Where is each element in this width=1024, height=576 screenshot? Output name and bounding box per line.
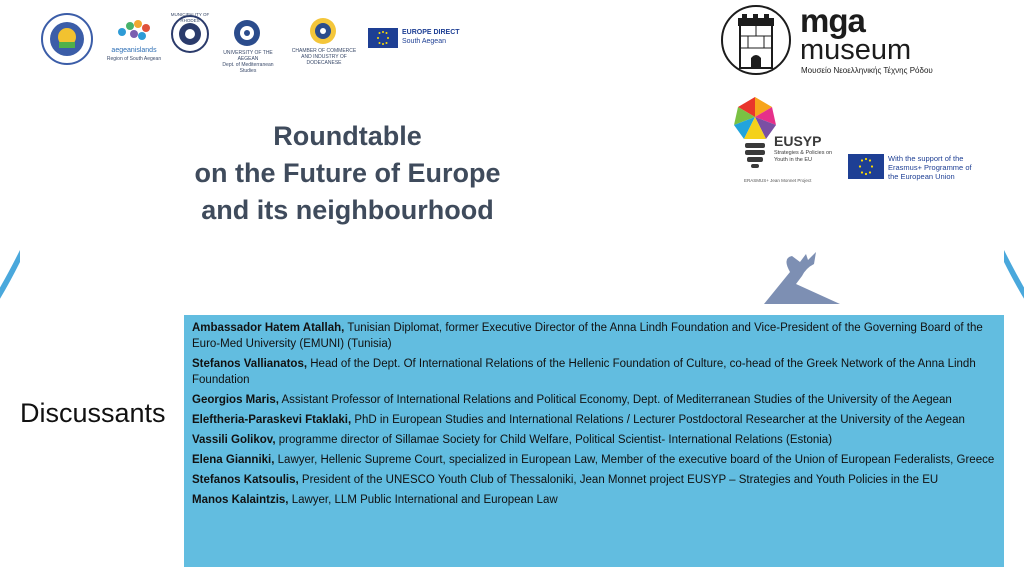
discussant-entry (192, 452, 996, 468)
eusyp-name: EUSYP (774, 133, 822, 149)
discussant-description: President of the UNESCO Youth Club of Thessaloniki, Jean Monnet project EUSYP – Strategies and Youth Policies in the EU (298, 474, 939, 486)
tower-icon (720, 4, 792, 76)
europe-direct-text (402, 28, 460, 46)
mga-name: mga (800, 2, 865, 39)
discussant-description: Assistant Professor of International Relations and Political Economy, Dept. of Mediterranean Studies of the University of the Aegean (278, 394, 952, 406)
discussant-description: PhD in European Studies and International Relations / Lecturer Postdoctoral Researcher at the University of the Aegean (351, 414, 965, 426)
discussant-name: Vassili Golikov, (192, 434, 276, 446)
europe-direct-flag-icon (368, 28, 398, 48)
eusyp-logo (730, 95, 840, 187)
discussant-entry (192, 432, 996, 448)
discussant-name: Stefanos Vallianatos, (192, 358, 308, 370)
mga-greek-subtitle: Μουσείο Νεοελληνικής Τέχνης Ρόδου (801, 66, 933, 75)
university-logo (232, 18, 262, 48)
mga-museum-word: museum (800, 34, 912, 66)
eu-flag-icon (848, 154, 884, 179)
slide-title (165, 118, 530, 229)
discussant-description: programme director of Sillamae Society for Child Welfare, Political Scientist- International Relations (Estonia) (275, 434, 833, 446)
discussants-panel (184, 315, 1004, 567)
youth-club-logo (40, 12, 94, 66)
lightbulb-icon (730, 95, 780, 175)
left-swoosh-decoration (0, 250, 20, 320)
aegean-islands-logo (108, 14, 160, 50)
discussant-description: Lawyer, Hellenic Supreme Court, specialized in European Law, Member of the executive board of the Union of European Federalists, Greece (274, 454, 995, 466)
title-line-2: on the Future of Europe (194, 158, 501, 188)
discussant-name: Elena Gianniki, (192, 454, 275, 466)
right-swoosh-decoration (1004, 250, 1024, 320)
discussant-entry (192, 492, 996, 508)
mga-museum-logo (720, 4, 960, 78)
deer-statue-icon (760, 250, 844, 304)
chamber-label: CHAMBER OF COMMERCE AND INDUSTRY OF DODECANESE (291, 48, 357, 66)
university-label: UNIVERSITY OF THE AEGEAN Dept. of Mediterranean Studies (222, 50, 274, 74)
discussant-name: Ambassador Hatem Atallah, (192, 322, 345, 334)
discussant-entry (192, 356, 996, 388)
title-line-3: and its neighbourhood (201, 195, 494, 225)
discussant-description: Head of the Dept. Of International Relations of the Hellenic Foundation of Culture, co-head of the Greek Network of the Anna Lindh Foundation (192, 358, 976, 386)
eusyp-tagline: Strategies & Policies on Youth in the EU (774, 150, 833, 163)
municipality-label: MUNICIPALITY OF RHODES (170, 12, 210, 23)
discussant-name: Eleftheria-Paraskevi Ftaklaki, (192, 414, 352, 426)
europe-direct-label: EUROPE DIRECT (402, 29, 460, 36)
discussants-label: Discussants (20, 398, 166, 428)
discussant-entry (192, 412, 996, 428)
title-line-1: Roundtable (273, 121, 422, 151)
erasmus-support-text: With the support of the Erasmus+ Programme of the European Union (888, 154, 972, 181)
discussant-description: Lawyer, LLM Public International and European Law (288, 494, 558, 506)
discussant-name: Manos Kalaintzis, (192, 494, 289, 506)
eusyp-subtitle: ERASMUS+ Jean Monnet Project (744, 178, 812, 183)
discussant-entry (192, 472, 996, 488)
discussant-description: Tunisian Diplomat, former Executive Director of the Anna Lindh Foundation and Vice-President of the Governing Board of the Euro-Med University (EMUNI) (Tunisia) (192, 322, 983, 350)
europe-direct-sub-label: South Aegean (402, 38, 446, 45)
discussant-entry (192, 392, 996, 408)
discussant-entry (192, 320, 996, 352)
aegean-islands-sub-label: Region of South Aegean (106, 56, 162, 62)
chamber-logo (308, 16, 338, 46)
discussant-name: Stefanos Katsoulis, (192, 474, 299, 486)
aegean-islands-label: aegeanislands (111, 47, 157, 54)
discussant-name: Georgios Maris, (192, 394, 279, 406)
partner-logos (40, 10, 470, 74)
